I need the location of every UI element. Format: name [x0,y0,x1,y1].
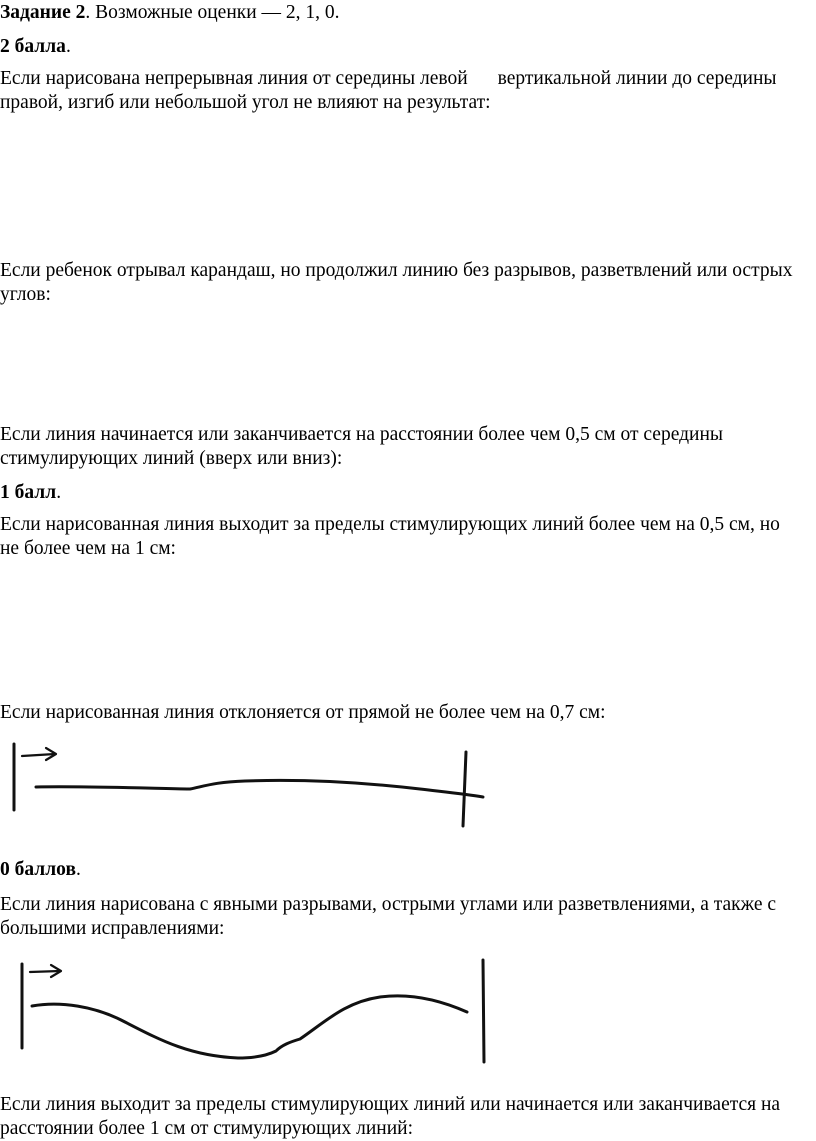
score-0-para2-line2: расстоянии более 1 см от стимулирующих линий: [0,1118,414,1139]
example-drawing-straight [0,736,500,832]
arrow-right-icon [22,748,56,760]
score-0-label: 0 баллов [0,859,76,880]
score-2-label: 2 балла [0,36,66,57]
right-stimulus-line [483,960,484,1062]
score-2-para2-line1: Если ребенок отрывал карандаш, но продолжил линию без разрывов, разветвлений или острых [0,260,793,281]
score-2-para3-line2: стимулирующих линий (вверх или вниз): [0,448,343,469]
score-0-para1-line1: Если линия нарисована с явными разрывами, острыми углами или разветвлениями, а также с [0,894,777,915]
score-2-para1-line1-b: вертикальной линии до середины [497,68,777,89]
drawn-line [32,996,467,1058]
score-0-label-suffix: . [75,859,81,880]
score-1-label: 1 балл [0,482,57,503]
drawn-line [36,780,483,797]
score-2-para2-line2: углов: [0,284,51,305]
score-0-para1-line2: большими исправлениями: [0,918,225,939]
score-1-para1-line1: Если нарисованная линия выходит за пределы стимулирующих линий более чем на 0,5 см, но [0,514,780,535]
score-2-para1-line2: правой, изгиб или небольшой угол не влияют на результат: [0,92,491,113]
score-1-para2-line1: Если нарисованная линия отклоняется от прямой не более чем на 0,7 см: [0,702,606,723]
right-stimulus-line [463,752,466,826]
score-1-para1-line2: не более чем на 1 см: [0,538,176,559]
example-drawing-wavy [0,952,500,1072]
score-2-para1-line1-a: Если нарисована непрерывная линия от середины левой [0,68,468,89]
score-2-para3-line1: Если линия начинается или заканчивается на расстоянии более чем 0,5 см от середины [0,424,723,445]
score-1-label-suffix: . [56,482,62,503]
task-heading-rest: . Возможные оценки — 2, 1, 0. [85,2,340,23]
score-1-heading [0,482,61,504]
score-0-heading [0,859,81,881]
task-heading-bold: Задание 2 [0,2,86,23]
score-2-label-suffix: . [65,36,71,57]
score-2-heading [0,36,71,58]
score-0-para2-line1: Если линия выходит за пределы стимулирующих линий или начинается или заканчивается на [0,1094,781,1115]
arrow-right-icon [30,965,61,977]
score-2-para1-line1 [0,68,776,90]
task-heading [0,2,340,24]
